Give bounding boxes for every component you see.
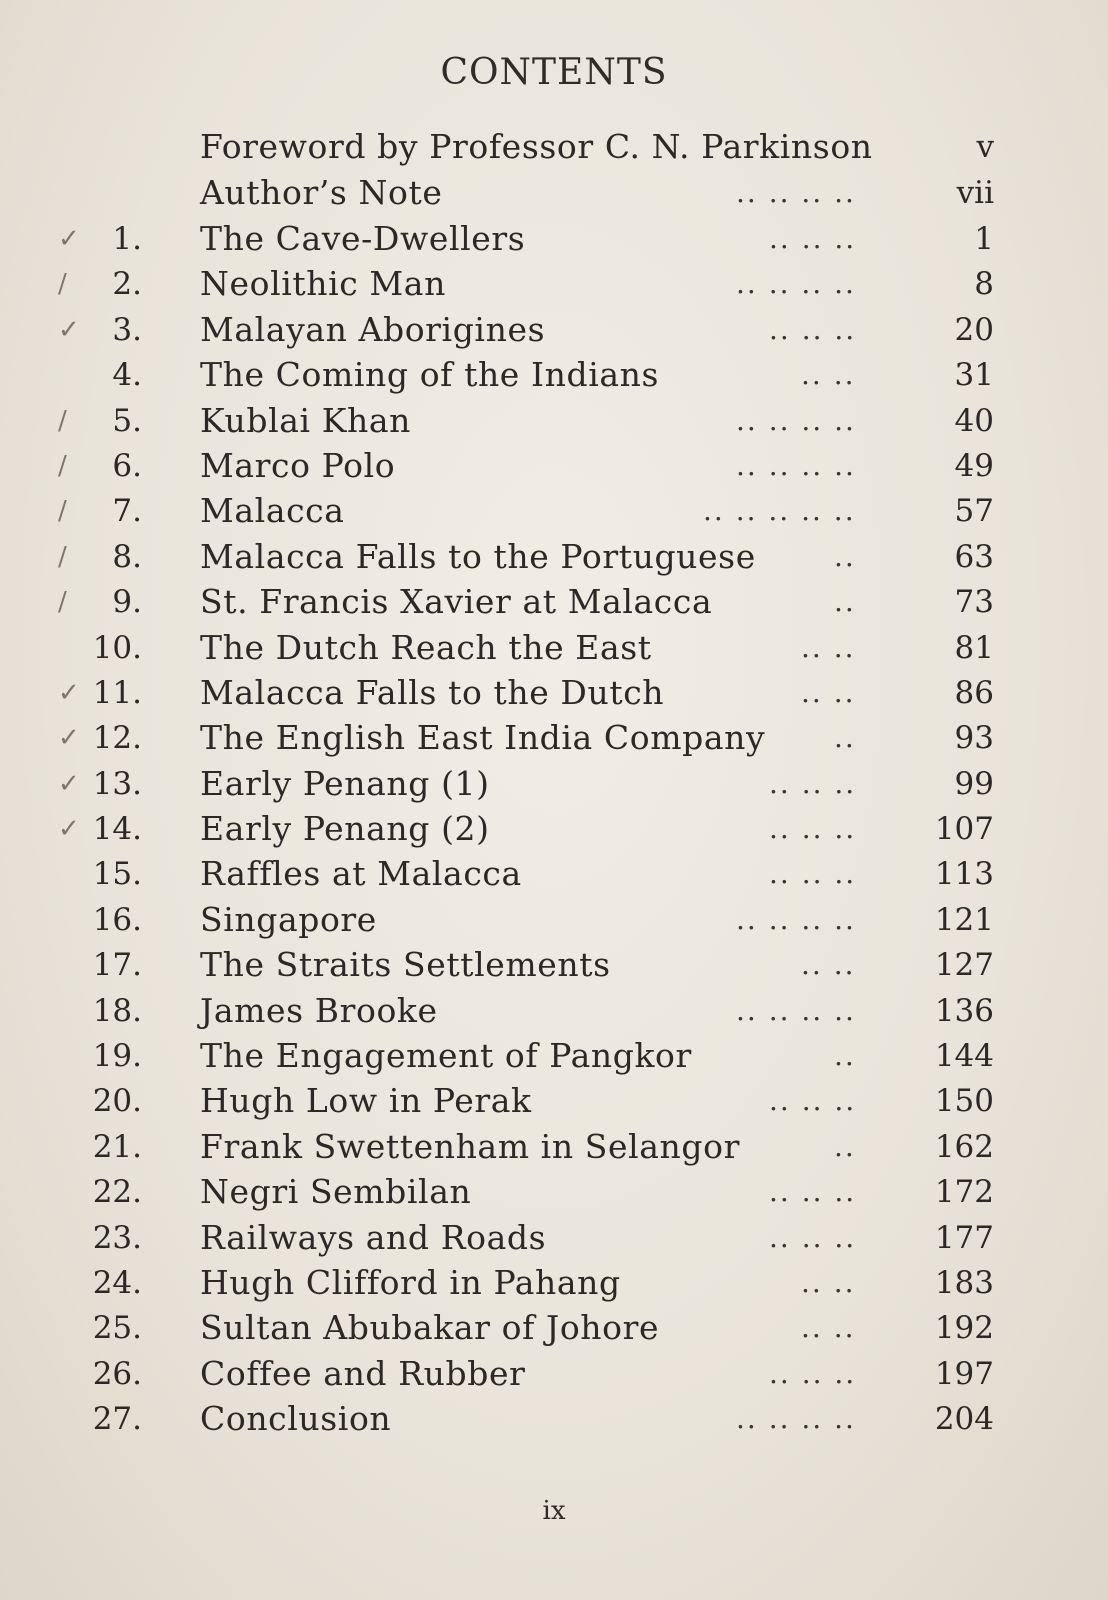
chapter-row — [0, 398, 1108, 443]
chapter-row — [0, 261, 1108, 306]
chapter-number: 1. — [112, 221, 142, 257]
page-number: 162 — [934, 1128, 994, 1165]
chapter-number: 15. — [92, 856, 142, 893]
dot-leader: .. — [834, 1129, 856, 1163]
pencil-tick-mark: ✓ — [58, 768, 80, 799]
pencil-tick-mark: ✓ — [58, 677, 80, 708]
chapter-row — [0, 216, 1108, 261]
page-number: 183 — [934, 1264, 994, 1301]
chapter-title: Malayan Aborigines — [200, 309, 546, 349]
page-number: 144 — [934, 1038, 994, 1075]
prelims-list — [0, 124, 1108, 216]
chapter-number: 10. — [92, 629, 142, 666]
chapter-number: 20. — [92, 1083, 142, 1120]
dot-leader: .. .. .. — [769, 857, 857, 891]
dot-leader: .. — [834, 721, 856, 755]
dot-leader: .. .. .. .. — [736, 176, 856, 209]
dot-leader: .. .. — [801, 948, 856, 982]
page-number: 81 — [954, 629, 994, 666]
pencil-tick-mark: / — [58, 496, 67, 527]
pencil-tick-mark: / — [58, 405, 67, 436]
chapter-number: 7. — [112, 493, 142, 530]
dot-leader: .. .. .. .. — [736, 448, 856, 482]
chapter-title: Malacca Falls to the Portuguese — [200, 536, 756, 576]
dot-leader: .. .. .. .. .. — [703, 494, 856, 528]
chapter-row — [0, 942, 1108, 987]
chapter-row — [0, 1351, 1108, 1396]
dot-leader: .. — [834, 585, 856, 619]
chapter-title: The Coming of the Indians — [200, 355, 660, 395]
prelim-title: Foreword by Professor C. N. Parkinson — [200, 127, 873, 166]
chapter-number: 9. — [112, 584, 142, 621]
chapter-row — [0, 897, 1108, 942]
dot-leader: .. — [834, 539, 856, 573]
chapter-number: 19. — [92, 1038, 142, 1075]
chapter-row — [0, 534, 1108, 579]
dot-leader: .. .. .. .. — [736, 902, 856, 936]
chapter-number: 18. — [92, 992, 142, 1029]
chapter-row — [0, 806, 1108, 851]
chapter-row — [0, 1169, 1108, 1214]
page-number: 177 — [934, 1219, 994, 1256]
chapter-row — [0, 988, 1108, 1033]
dot-leader: .. .. .. .. — [736, 267, 856, 301]
pencil-tick-mark: / — [58, 587, 67, 618]
chapter-row — [0, 1215, 1108, 1260]
dot-leader: .. .. — [801, 358, 856, 392]
chapter-title: Hugh Clifford in Pahang — [200, 1262, 621, 1302]
chapter-title: Coffee and Rubber — [200, 1353, 526, 1393]
page-number: 49 — [954, 447, 994, 484]
chapter-number: 27. — [92, 1401, 142, 1438]
dot-leader: .. .. .. .. — [736, 993, 856, 1027]
page-number: 1 — [974, 221, 994, 257]
dot-leader: .. .. .. — [769, 1220, 857, 1254]
page-number: 192 — [934, 1310, 994, 1347]
dot-leader: .. .. — [801, 1265, 856, 1299]
chapter-title: Early Penang (1) — [200, 763, 490, 803]
pencil-tick-mark: ✓ — [58, 814, 80, 845]
chapter-number: 2. — [112, 266, 142, 303]
chapter-title: Singapore — [200, 899, 377, 939]
chapter-title: Raffles at Malacca — [200, 854, 522, 894]
chapter-number: 4. — [112, 357, 142, 394]
chapter-number: 8. — [112, 538, 142, 575]
pencil-tick-mark: / — [58, 269, 67, 300]
chapter-title: Early Penang (2) — [200, 809, 490, 849]
chapter-row — [0, 625, 1108, 670]
chapter-title: Neolithic Man — [200, 264, 446, 304]
dot-leader: .. — [834, 1039, 856, 1073]
chapter-title: Sultan Abubakar of Johore — [200, 1308, 660, 1348]
chapter-row — [0, 1260, 1108, 1305]
page-number: 31 — [954, 357, 994, 394]
page-number: 172 — [934, 1174, 994, 1211]
page-number: 20 — [954, 311, 994, 348]
dot-leader: .. .. .. — [769, 766, 857, 800]
chapter-number: 23. — [92, 1219, 142, 1256]
chapter-number: 12. — [92, 720, 142, 757]
chapter-number: 22. — [92, 1174, 142, 1211]
page-number: vii — [956, 175, 994, 211]
chapter-number: 16. — [92, 901, 142, 938]
chapter-row — [0, 1033, 1108, 1078]
chapter-number: 11. — [92, 674, 142, 711]
chapter-title: The English East India Company — [200, 718, 766, 758]
page-number: 63 — [954, 538, 994, 575]
chapter-row — [0, 352, 1108, 397]
chapter-title: Hugh Low in Perak — [200, 1081, 532, 1121]
dot-leader: .. .. .. — [769, 812, 857, 846]
prelim-title: Author’s Note — [200, 173, 443, 212]
chapter-title: The Straits Settlements — [200, 945, 611, 985]
chapter-row — [0, 761, 1108, 806]
chapter-title: The Engagement of Pangkor — [200, 1036, 692, 1076]
dot-leader: .. .. .. .. — [736, 1402, 856, 1436]
dot-leader: .. .. .. — [769, 222, 857, 255]
chapter-title: Negri Sembilan — [200, 1172, 472, 1212]
chapter-row — [0, 1124, 1108, 1169]
chapter-title: James Brooke — [200, 990, 438, 1030]
dot-leader: .. .. .. .. — [736, 403, 856, 437]
dot-leader: .. .. .. — [769, 312, 857, 346]
chapter-title: Kublai Khan — [200, 400, 412, 440]
chapter-number: 25. — [92, 1310, 142, 1347]
page-number: 57 — [954, 493, 994, 530]
page-number: 93 — [954, 720, 994, 757]
chapter-number: 21. — [92, 1128, 142, 1165]
pencil-tick-mark: / — [58, 541, 67, 572]
chapter-title: Malacca — [200, 491, 345, 531]
dot-leader: .. .. — [801, 675, 856, 709]
chapter-row — [0, 307, 1108, 352]
chapter-row — [0, 670, 1108, 715]
prelim-row — [0, 170, 1108, 216]
page-number: 150 — [934, 1083, 994, 1120]
chapter-title: Conclusion — [200, 1399, 392, 1439]
chapter-number: 3. — [112, 311, 142, 348]
page-number: 197 — [934, 1355, 994, 1392]
chapter-title: Marco Polo — [200, 445, 396, 485]
chapter-row — [0, 579, 1108, 624]
page-number: 73 — [954, 584, 994, 621]
pencil-tick-mark: ✓ — [58, 314, 80, 345]
chapter-row — [0, 443, 1108, 488]
chapter-number: 26. — [92, 1355, 142, 1392]
pencil-tick-mark: / — [58, 450, 67, 481]
chapter-title: St. Francis Xavier at Malacca — [200, 582, 713, 622]
chapter-title: Frank Swettenham in Selangor — [200, 1126, 740, 1166]
pencil-tick-mark: ✓ — [58, 723, 80, 754]
chapter-row — [0, 488, 1108, 533]
chapter-number: 24. — [92, 1264, 142, 1301]
page-number: 40 — [954, 402, 994, 439]
page-number: 121 — [934, 901, 994, 938]
dot-leader: .. .. — [801, 1311, 856, 1345]
page-number: 127 — [934, 947, 994, 984]
dot-leader: .. .. .. — [769, 1175, 857, 1209]
chapter-row — [0, 851, 1108, 896]
pencil-tick-mark: ✓ — [58, 224, 80, 254]
chapter-number: 14. — [92, 811, 142, 848]
chapter-title: Malacca Falls to the Dutch — [200, 672, 665, 712]
page-number: 113 — [934, 856, 994, 893]
page-number: 86 — [954, 674, 994, 711]
chapter-number: 17. — [92, 947, 142, 984]
chapter-number: 5. — [112, 402, 142, 439]
dot-leader: .. .. .. — [769, 1356, 857, 1390]
chapter-number: 13. — [92, 765, 142, 802]
page-number: 107 — [934, 811, 994, 848]
page-number: 8 — [974, 266, 994, 303]
chapter-row — [0, 715, 1108, 760]
page-number: 99 — [954, 765, 994, 802]
page-title: CONTENTS — [440, 52, 668, 93]
chapter-title: The Cave-Dwellers — [200, 219, 526, 258]
chapters-list — [0, 216, 1108, 1442]
chapter-row — [0, 1305, 1108, 1350]
dot-leader: .. .. — [801, 630, 856, 664]
chapter-title: Railways and Roads — [200, 1217, 547, 1257]
chapter-title: The Dutch Reach the East — [200, 627, 652, 667]
chapter-number: 6. — [112, 447, 142, 484]
chapter-row — [0, 1396, 1108, 1441]
page-number: v — [976, 129, 994, 165]
chapter-row — [0, 1078, 1108, 1123]
page-folio: ix — [542, 1496, 566, 1526]
page-number: 136 — [934, 992, 994, 1029]
prelim-row — [0, 124, 1108, 170]
page-number: 204 — [934, 1401, 994, 1438]
dot-leader: .. .. .. — [769, 1084, 857, 1118]
